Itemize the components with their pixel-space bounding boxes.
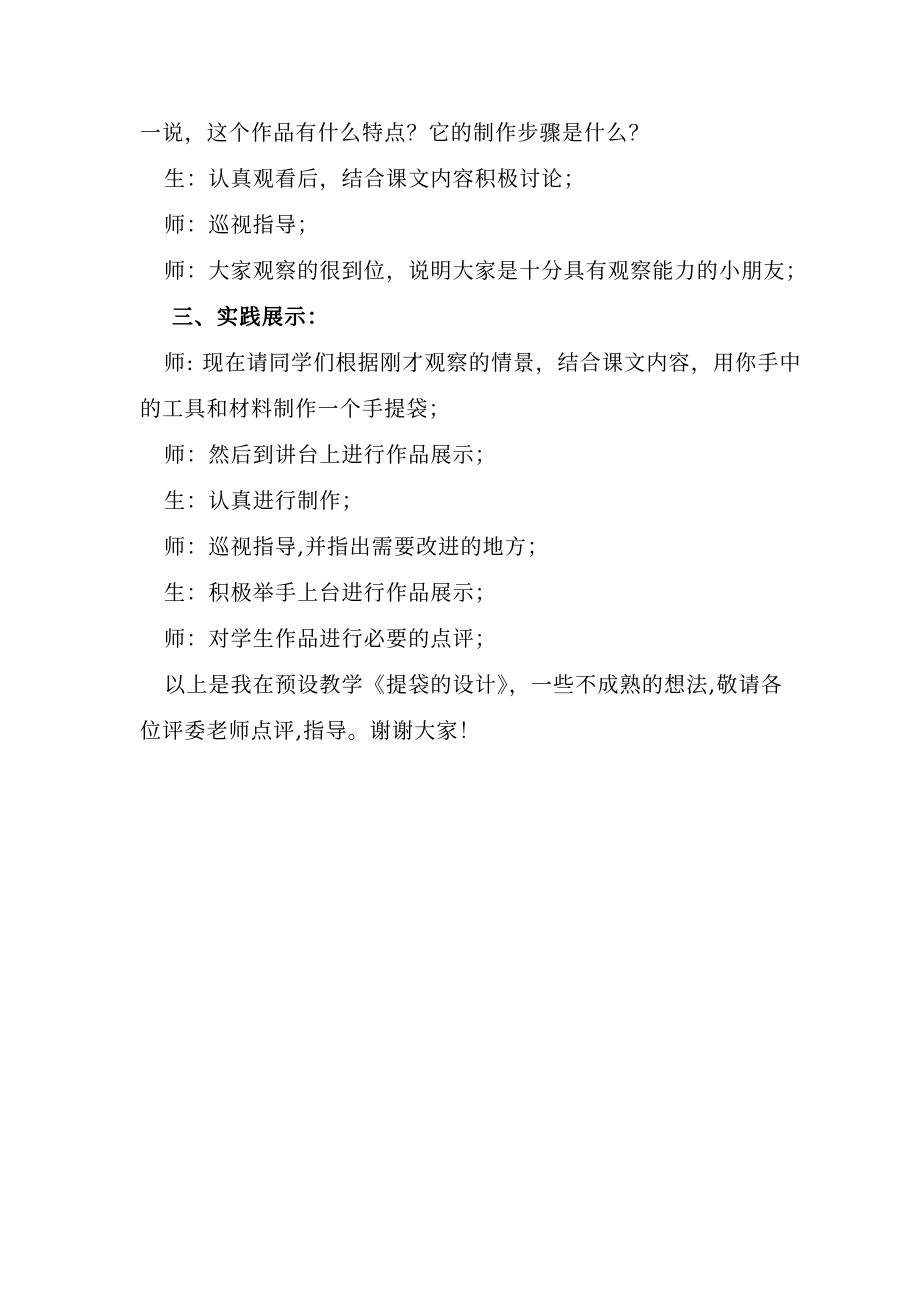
paragraph-line: 位评委老师点评,指导。谢谢大家！: [140, 719, 481, 743]
paragraph-line: 生：认真观看后，结合课文内容积极讨论；: [164, 167, 586, 191]
paragraph-line: 一说，这个作品有什么特点？它的制作步骤是什么？: [140, 121, 651, 145]
paragraph-line: 师：巡视指导；: [164, 213, 320, 237]
document-body: [140, 110, 808, 754]
paragraph-line: 生：认真进行制作；: [164, 489, 364, 513]
paragraph-line: 师：巡视指导,并指出需要改进的地方；: [164, 535, 550, 559]
paragraph-line: 生：积极举手上台进行作品展示；: [164, 581, 497, 605]
paragraph-line: 师：大家观察的很到位，说明大家是十分具有观察能力的小朋友；: [164, 259, 808, 283]
paragraph-line: 以上是我在预设教学《提袋的设计》，一些不成熟的想法,敬请各: [164, 673, 783, 697]
section-heading: 三、实践展示：: [172, 305, 330, 329]
paragraph-line: 师：对学生作品进行必要的点评；: [164, 627, 497, 651]
paragraph-line: 师：然后到讲台上进行作品展示；: [164, 443, 497, 467]
paragraph-line: 的工具和材料制作一个手提袋；: [140, 397, 451, 421]
paragraph-line: 师: 现在请同学们根据刚才观察的情景，结合课文内容，用你手中: [164, 351, 802, 375]
